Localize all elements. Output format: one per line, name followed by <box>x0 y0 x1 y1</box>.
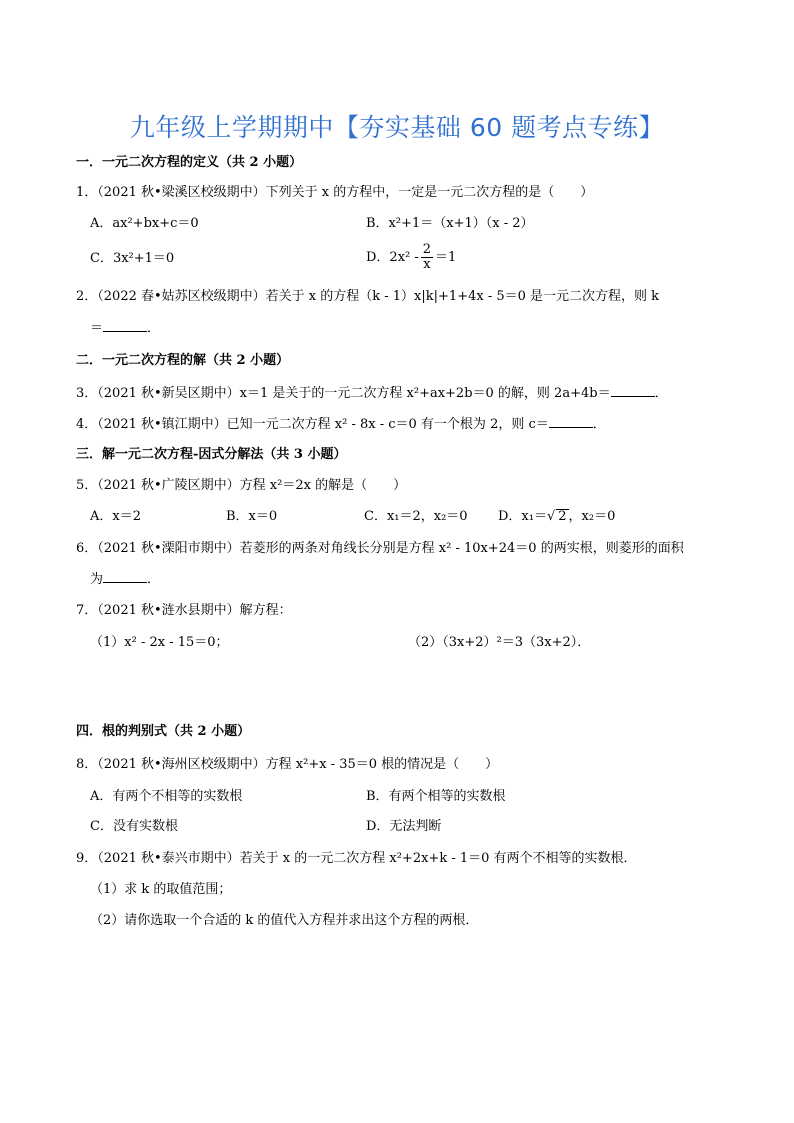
q8-option-d: D．无法判断 <box>366 819 442 834</box>
answer-blank <box>103 319 147 332</box>
section-heading: 二．一元二次方程的解（共 2 小题） <box>76 353 290 368</box>
q1-option-d: D．2x² - $\frac{2}{x}$ ＝1 <box>366 242 457 272</box>
question-1-stem: 1．（2021 秋•梁溪区校级期中）下列关于 x 的方程中，一定是一元二次方程的是（ ） <box>76 185 594 200</box>
q5-option-a: A．x＝2 <box>90 509 141 524</box>
question-7-stem: 7．（2021 秋•涟水县期中）解方程： <box>76 603 292 618</box>
q5-option-d: D．x₁＝√ 2 ，x₂＝0 <box>498 509 616 524</box>
square-root: 2 <box>558 509 567 524</box>
page-title: 九年级上学期期中【夯实基础 60 题考点专练】 <box>129 113 665 142</box>
question-4: 4．（2021 秋•镇江期中）已知一元二次方程 x² - 8x - c＝0 有一个根为 2，则 c＝ ． <box>76 417 606 432</box>
q9-part-2: （2）请你选取一个合适的 k 的值代入方程并求出这个方程的两根． <box>90 913 479 928</box>
section-heading: 三．解一元二次方程-因式分解法（共 3 小题） <box>76 447 347 462</box>
q7-part-2: （2）（3x+2）²＝3（3x+2）． <box>408 635 591 650</box>
answer-blank <box>103 570 147 583</box>
section-heading: 四．根的判别式（共 2 小题） <box>76 724 251 739</box>
q5-option-b: B．x＝0 <box>226 509 278 524</box>
answer-blank <box>549 415 593 428</box>
section-heading: 一．一元二次方程的定义（共 2 小题） <box>76 155 303 170</box>
answer-blank <box>611 384 655 397</box>
question-8-stem: 8．（2021 秋•海州区校级期中）方程 x²+x - 35＝0 根的情况是（ ） <box>76 757 499 772</box>
q1-option-c: C．3x²+1＝0 <box>90 251 175 266</box>
q1-option-b: B．x²+1＝（x+1）（x - 2） <box>366 216 534 231</box>
question-5-stem: 5．（2021 秋•广陵区期中）方程 x²＝2x 的解是（ ） <box>76 478 407 493</box>
fraction: $\frac{2}{x}$ <box>422 242 432 272</box>
q1-option-a: A．ax²+bx+c＝0 <box>90 216 199 231</box>
question-2-line2: ＝ ． <box>90 321 161 336</box>
q8-option-b: B．有两个相等的实数根 <box>366 789 506 804</box>
q9-part-1: （1）求 k 的取值范围； <box>90 882 232 897</box>
question-3: 3．（2021 秋•新吴区期中）x＝1 是关于的一元二次方程 x²+ax+2b＝0 的解，则 2a+4b＝ ． <box>76 386 668 401</box>
question-6-line1: 6．（2021 秋•溧阳市期中）若菱形的两条对角线长分别是方程 x² - 10x+24＝0 的两实根，则菱形的面积 <box>76 541 684 556</box>
question-6-line2: 为 ． <box>90 572 161 587</box>
q8-option-a: A．有两个不相等的实数根 <box>90 789 243 804</box>
q8-option-c: C．没有实数根 <box>90 819 178 834</box>
q7-part-1: （1）x² - 2x - 15＝0； <box>90 635 229 650</box>
q5-option-c: C．x₁＝2，x₂＝0 <box>364 509 468 524</box>
question-2-line1: 2．（2022 春•姑苏区校级期中）若关于 x 的方程（k - 1）x|k|+1+4x - 5＝0 是一元二次方程，则 k <box>76 289 660 304</box>
question-9-stem: 9．（2021 秋•泰兴市期中）若关于 x 的一元二次方程 x²+2x+k - 1＝0 有两个不相等的实数根． <box>76 851 637 866</box>
